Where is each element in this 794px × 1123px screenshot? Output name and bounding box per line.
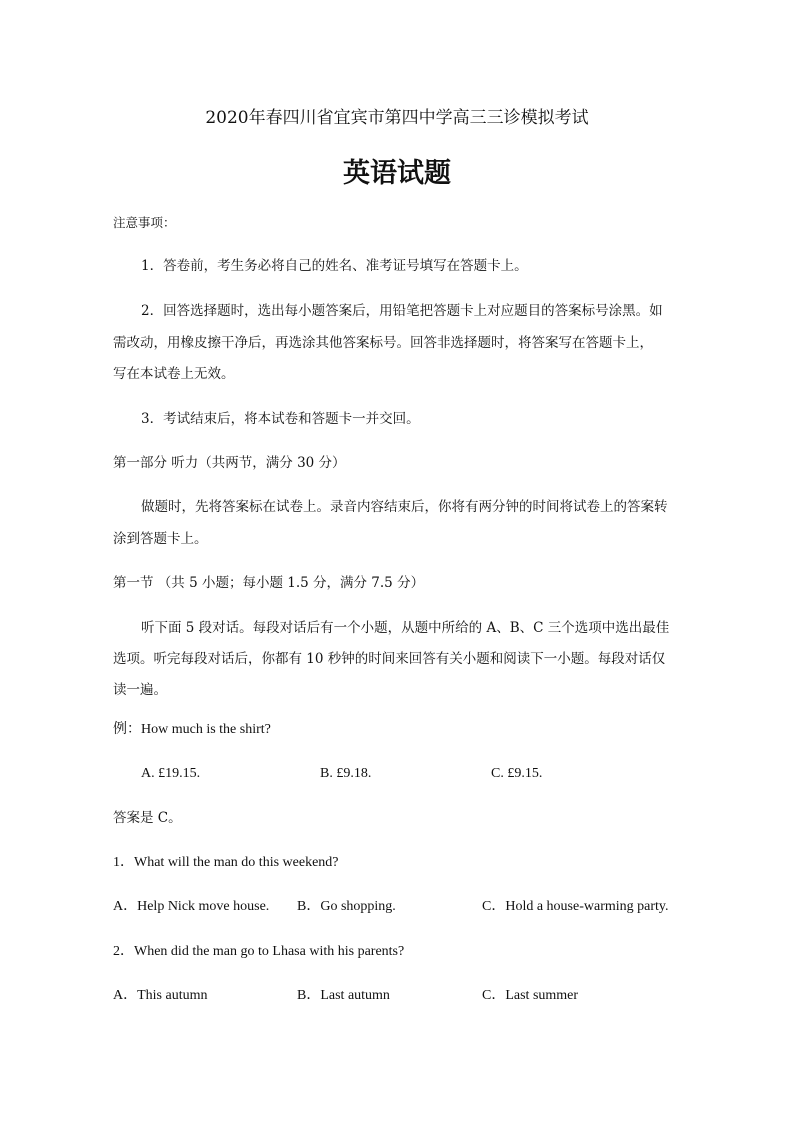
example-option-b: B. £9.18. [320,766,372,781]
note-item-1: 1．答卷前，考生务必将自己的姓名、准考证号填写在答题卡上。 [141,258,528,274]
example-option-c: C. £9.15. [491,766,543,781]
example-answer: 答案是 C。 [113,810,182,826]
question-1-option-b: B．Go shopping. [297,899,396,914]
section1-heading: 第一节 （共 5 小题；每小题 1.5 分，满分 7.5 分） [113,575,425,591]
question-1-option-a: A．Help Nick move house. [113,899,270,914]
notes-heading: 注意事项： [113,215,176,230]
note-item-2-line-3: 写在本试卷上无效。 [113,366,235,382]
exam-title: 2020年春四川省宜宾市第四中学高三三诊模拟考试 [205,108,589,128]
part1-instructions-line-2: 涂到答题卡上。 [113,531,208,547]
question-2-option-a: A．This autumn [113,988,208,1003]
section1-instructions-line-3: 读一遍。 [113,682,167,698]
note-item-2-line-1: 2．回答选择题时，选出每小题答案后，用铅笔把答题卡上对应题目的答案标号涂黑。如 [141,303,663,319]
question-2-option-c: C．Last summer [482,988,579,1003]
section1-instructions-line-1: 听下面 5 段对话。每段对话后有一个小题，从题中所给的 A、B、C 三个选项中选出最佳 [141,620,670,636]
note-item-2-line-2: 需改动，用橡皮擦干净后，再选涂其他答案标号。回答非选择题时，将答案写在答题卡上， [113,335,653,351]
part1-instructions-line-1: 做题时，先将答案标在试卷上。录音内容结束后，你将有两分钟的时间将试卷上的答案转 [141,499,668,515]
example-question: 例：How much is the shirt? [113,722,271,737]
subject-title: 英语试题 [343,158,451,189]
question-1-stem: 1．What will the man do this weekend? [113,855,339,870]
question-1-option-c: C．Hold a house-warming party. [482,899,669,914]
question-2-option-b: B．Last autumn [297,988,390,1003]
question-2-stem: 2．When did the man go to Lhasa with his parents? [113,944,405,959]
note-item-3: 3．考试结束后，将本试卷和答题卡一并交回。 [141,411,420,427]
section1-instructions-line-2: 选项。听完每段对话后，你都有 10 秒钟的时间来回答有关小题和阅读下一小题。每段对话仅 [113,651,666,667]
part1-heading: 第一部分 听力（共两节，满分 30 分） [113,455,346,471]
example-option-a: A. £19.15. [141,766,201,781]
